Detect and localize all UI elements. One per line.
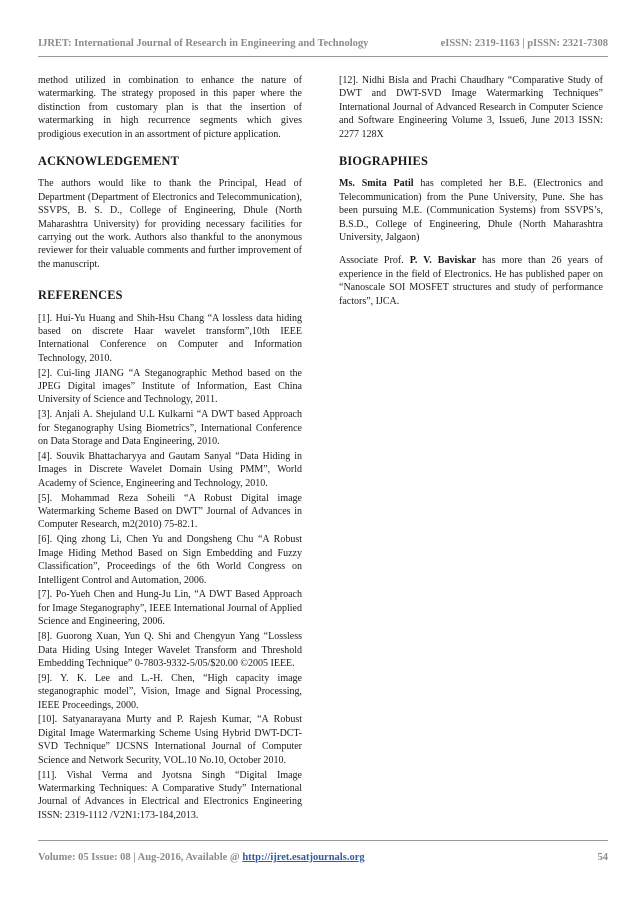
reference-item: [6]. Qing zhong Li, Chen Yu and Dongsheng Chu “A Robust Image Hiding Method Based on Sign Embedding and Fuzzy Classification”, Proceedings of the 6th World Congress on Intelligent Control and Automation, 2006. bbox=[38, 534, 302, 586]
page-number: 54 bbox=[597, 852, 608, 863]
reference-item: [3]. Anjali A. Shejuland U.L Kulkarni “A DWT based Approach for Steganography Using Biometrics”, International Conference on Data Storage and Data Engineering, 2010. bbox=[38, 409, 302, 448]
acknowledgement-heading: ACKNOWLEDGEMENT bbox=[38, 153, 180, 168]
journal-title: IJRET: International Journal of Research in Engineering and Technology bbox=[38, 38, 369, 49]
issue-text: Volume: 05 Issue: 08 | Aug-2016, Available @ bbox=[38, 852, 243, 863]
reference-item: [10]. Satyanarayana Murty and P. Rajesh Kumar, “A Robust Digital Image Watermarking Scheme Using Hybrid DWT-DCT-SVD Technique” IJCSNS International Journal of Computer Science and Network Security, VOL.10 No.10, October 2010. bbox=[38, 714, 302, 766]
footer-divider bbox=[38, 840, 608, 841]
biographies-heading: BIOGRAPHIES bbox=[339, 153, 428, 168]
reference-item-12: [12]. Nidhi Bisla and Prachi Chaudhary “Comparative Study of DWT and DWT-SVD Image Watermarking Techniques” International Journal of Advanced Research in Computer Science and Software Engineering Volume 3, Issue6, June 2013 ISSN: 2277 128X bbox=[339, 75, 603, 140]
issn-info: eISSN: 2319-1163 | pISSN: 2321-7308 bbox=[440, 38, 608, 49]
author-name: Ms. Smita Patil bbox=[339, 178, 414, 190]
left-column bbox=[38, 74, 302, 822]
issue-info bbox=[38, 852, 365, 863]
reference-item: [1]. Hui-Yu Huang and Shih-Hsu Chang “A lossless data hiding based on discrete Haar wavelet transform”,10th IEEE International Conference on Computer and Information Technology, 2010. bbox=[38, 312, 302, 364]
acknowledgement-text: The authors would like to thank the Principal, Head of Department (Department of Electronics and Telecommunication), SSVPS, B. S. D., College of Engineering, Dhule (North Maharashtra University) for providing necessary facilities for carrying out the work. Authors also thankful to the anonymous reviewer for their valuable comments and further improvement of the manuscript. bbox=[38, 178, 302, 270]
reference-item: [11]. Vishal Verma and Jyotsna Singh “Digital Image Watermarking Techniques: A Comparative Study” International Journal of Advances in Electrical and Electronics Engineering ISSN: 2319-1112 /V2N1:173-184,2013. bbox=[38, 769, 302, 821]
reference-item: [7]. Po-Yueh Chen and Hung-Ju Lin, “A DWT Based Approach for Image Steganography”, IEEE International Journal of Applied Science and Engineering, 2006. bbox=[38, 589, 302, 628]
page-header bbox=[38, 38, 608, 54]
right-column bbox=[339, 74, 603, 308]
biography-text: has more than 26 years of experience in the field of Electronics. He has published paper on “Nanoscale SOI MOSFET structures and study of performance factors”, IJCA. bbox=[339, 255, 603, 307]
author-name: P. V. Baviskar bbox=[409, 255, 477, 267]
intro-paragraph: method utilized in combination to enhance the nature of watermarking. The strategy proposed in this paper where the distinction from customary plan is that the insertion of watermarking in high recurrence segments which gives prodigious execution in an assortment of picture application. bbox=[38, 75, 302, 140]
reference-item: [9]. Y. K. Lee and L.-H. Chen, “High capacity image steganographic model”, Vision, Image and Signal Processing, IEEE Proceedings, 2000. bbox=[38, 672, 302, 711]
reference-list bbox=[38, 312, 302, 822]
author-title: Associate Prof. bbox=[339, 255, 410, 267]
reference-item: [2]. Cui-ling JIANG “A Steganographic Method based on the JPEG Digital images” Institute of Information, East China University of Science and Technology, 2011. bbox=[38, 367, 302, 406]
reference-item: [4]. Souvik Bhattacharyya and Gautam Sanyal “Data Hiding in Images in Discrete Wavelet Domain Using PMM”, World Academy of Science, Engineering and Technology, 2010. bbox=[38, 451, 302, 489]
references-heading: REFERENCES bbox=[38, 288, 123, 303]
page-footer bbox=[38, 852, 608, 868]
reference-item: [8]. Guorong Xuan, Yun Q. Shi and Chengyun Yang “Lossless Data Hiding Using Integer Wavelet Transform and Threshold Embedding Technique” 0-7803-9332-5/05/$20.00 ©2005 IEEE. bbox=[38, 631, 302, 669]
biography-baviskar bbox=[339, 254, 603, 308]
journal-link[interactable]: http://ijret.esatjournals.org bbox=[242, 852, 365, 863]
header-divider bbox=[38, 56, 608, 57]
biography-smita-patil bbox=[339, 177, 603, 244]
reference-item: [5]. Mohammad Reza Soheili “A Robust Digital image Watermarking Scheme Based on DWT” Journal of Advances in Computer Research, m2(2010) 75-82.1. bbox=[38, 492, 302, 531]
biography-text: has completed her B.E. (Electronics and Telecommunication) from the Pune University, Pune. She has been pursuing M.E. (Communication Systems) from SSVPS’s, B.S.D., College of Engineering, Dhule (North Maharashtra University, Jalgaon) bbox=[339, 178, 604, 243]
